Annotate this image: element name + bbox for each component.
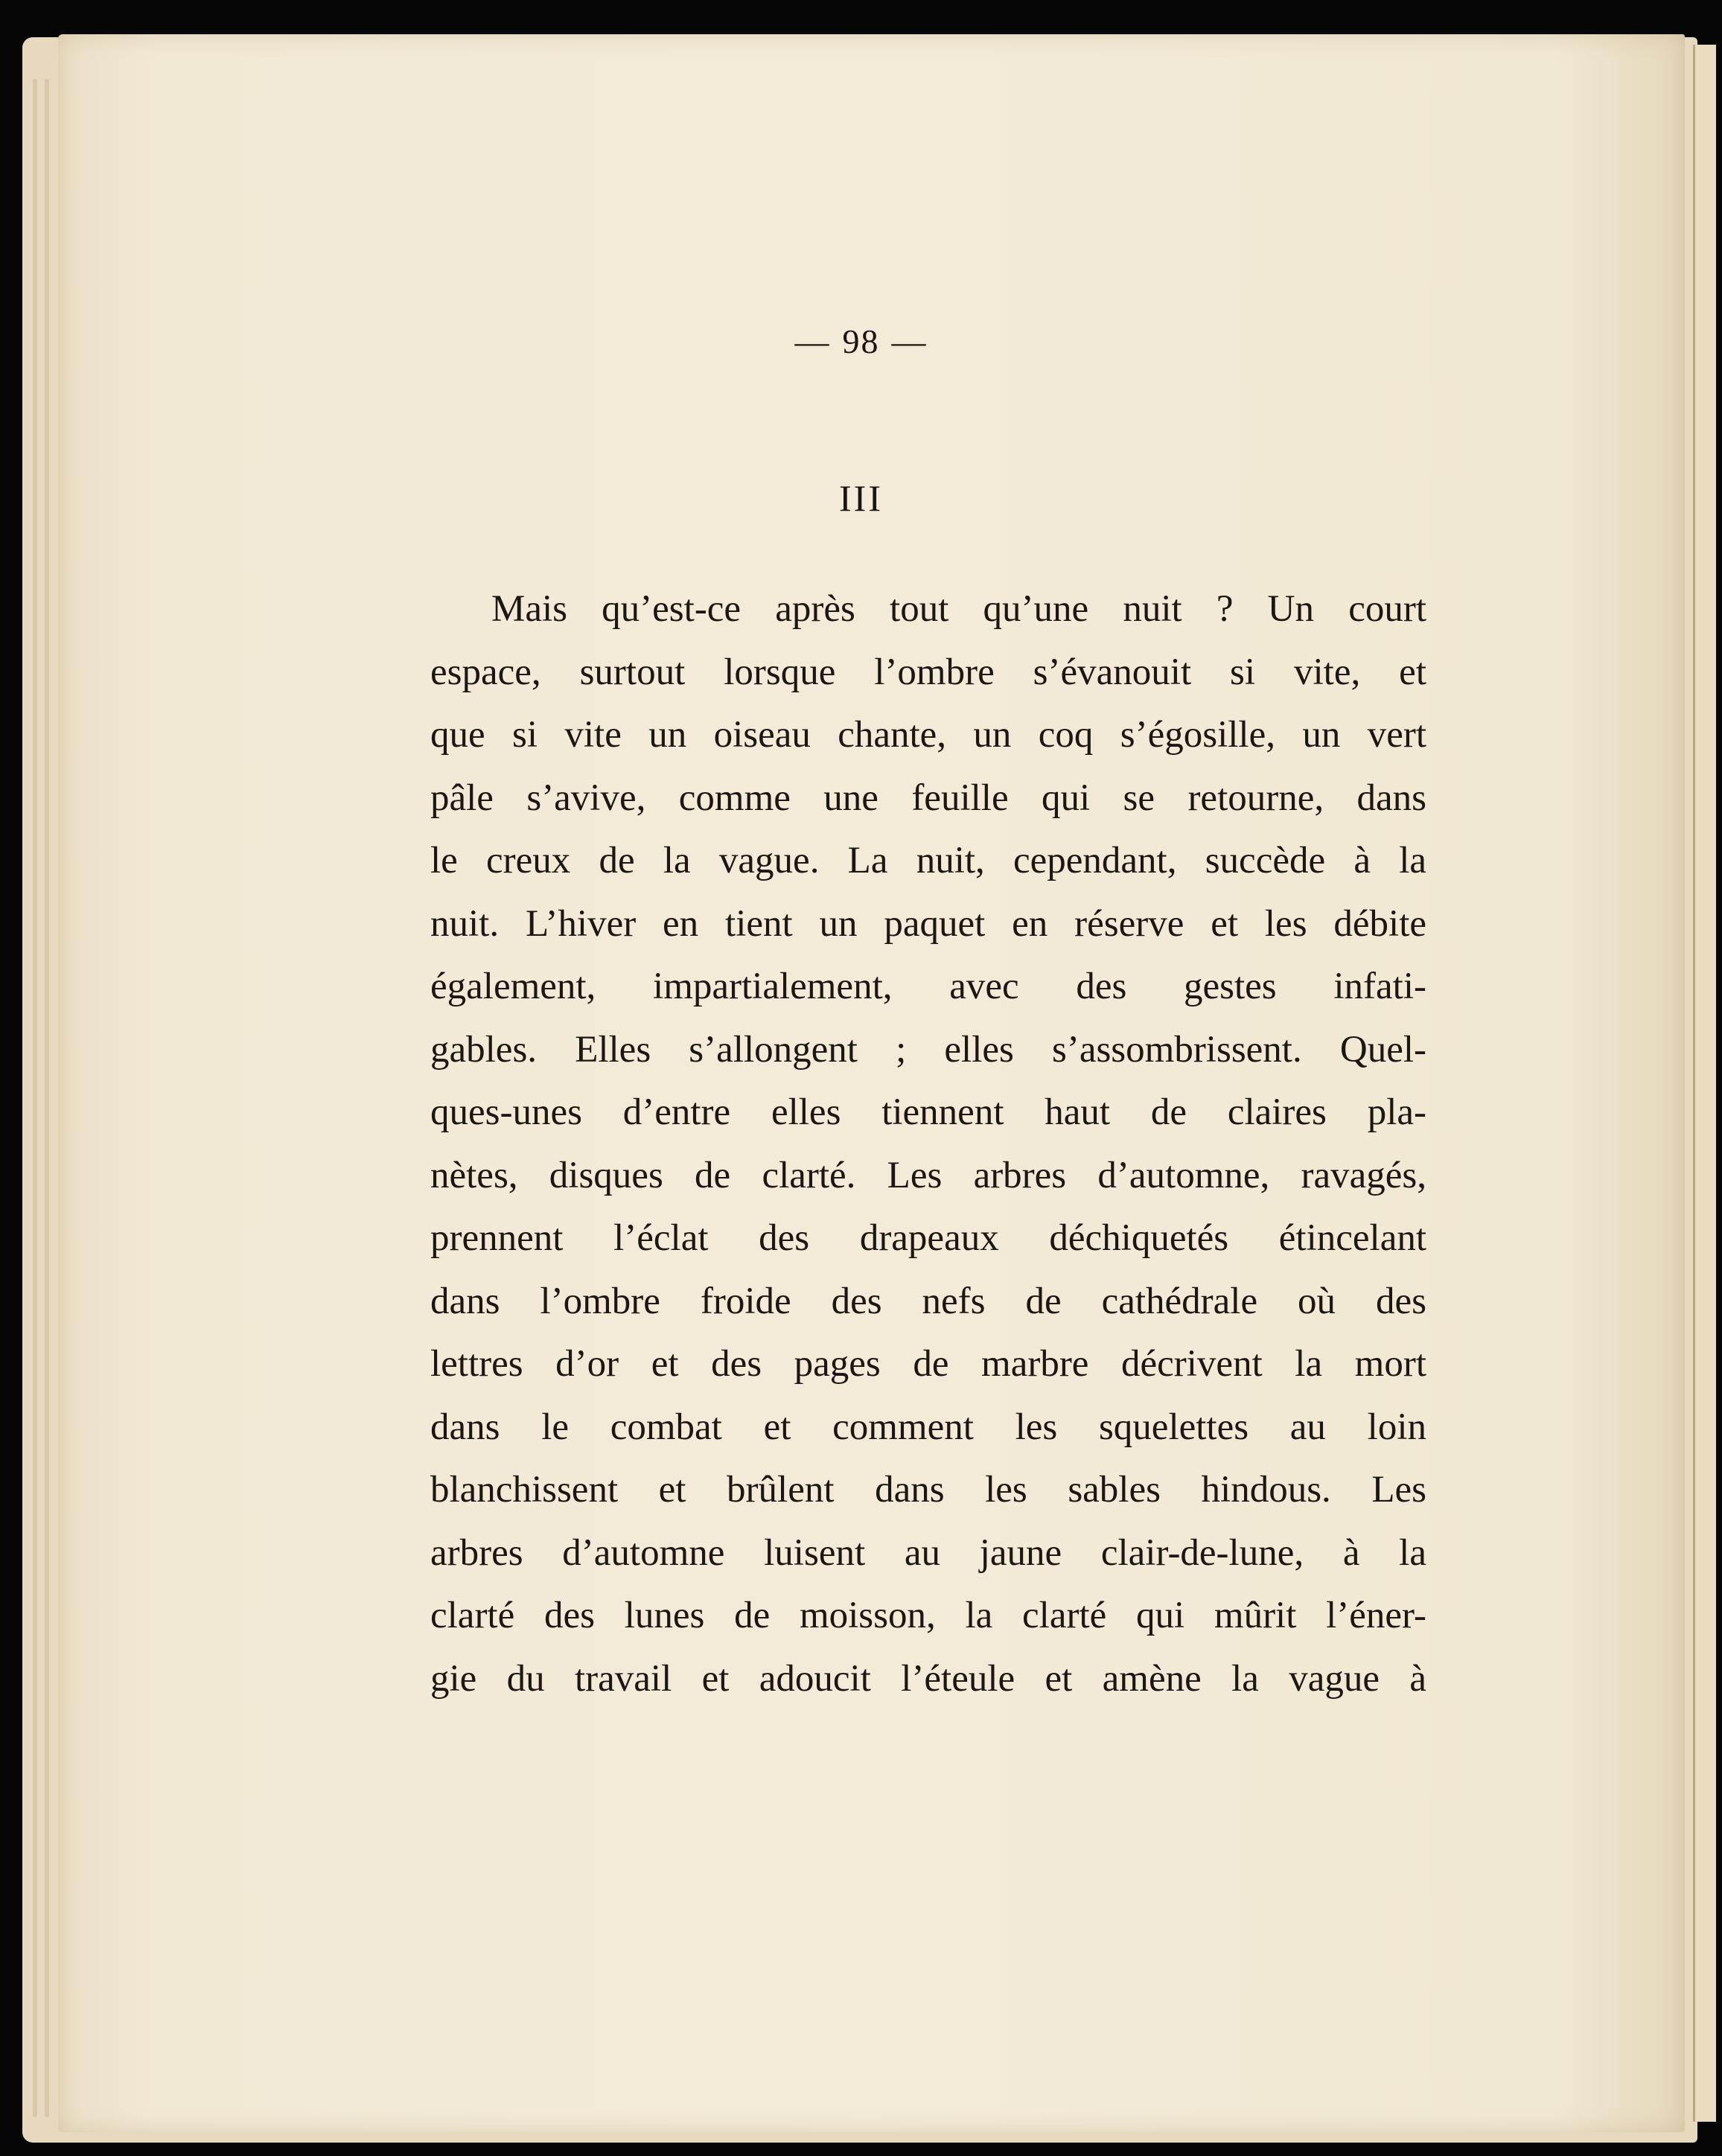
text-line: gie du travail et adoucit l’éteule et amène la vague à <box>430 1657 1426 1700</box>
text-line: lettres d’or et des pages de marbre décrivent la mort <box>430 1343 1426 1385</box>
text-line: arbres d’automne luisent au jaune clair-de-lune, à la <box>430 1531 1426 1574</box>
text-line: que si vite un oiseau chante, un coq s’égosille, un vert <box>430 714 1426 756</box>
folio-dash-left: — <box>794 322 831 360</box>
page-number <box>0 322 1722 361</box>
text-line: Mais qu’est-ce après tout qu’une nuit ? Un court <box>491 588 1426 630</box>
text-line: le creux de la vague. La nuit, cependant, succède à la <box>430 840 1426 881</box>
text-line: dans l’ombre froide des nefs de cathédrale où des <box>430 1280 1426 1322</box>
folio-dash-right: — <box>891 322 928 360</box>
text-line: nuit. L’hiver en tient un paquet en réserve et les débite <box>430 902 1426 945</box>
body-text <box>430 578 1426 1710</box>
page-edge-left-outer <box>33 79 37 2117</box>
text-line: blanchissent et brûlent dans les sables hindous. Les <box>430 1469 1426 1511</box>
text-line: également, impartialement, avec des gestes infati- <box>430 966 1426 1007</box>
text-line: gables. Elles s’allongent ; elles s’assombrissent. Quel- <box>430 1028 1426 1071</box>
chapter-heading: III <box>839 477 883 519</box>
text-line: pâle s’avive, comme une feuille qui se retourne, dans <box>430 776 1426 819</box>
page-edge-left <box>45 79 49 2117</box>
text-line: clarté des lunes de moisson, la clarté qui mûrit l’éner- <box>430 1595 1426 1636</box>
text-line: ques-unes d’entre elles tiennent haut de claires pla- <box>430 1091 1426 1133</box>
text-line: espace, surtout lorsque l’ombre s’évanouit si vite, et <box>430 651 1426 693</box>
folio-number: 98 <box>842 322 880 360</box>
text-line: dans le combat et comment les squelettes au loin <box>430 1406 1426 1448</box>
text-line: prennent l’éclat des drapeaux déchiquetés étincelant <box>430 1217 1426 1259</box>
text-line: nètes, disques de clarté. Les arbres d’automne, ravagés, <box>430 1154 1426 1196</box>
